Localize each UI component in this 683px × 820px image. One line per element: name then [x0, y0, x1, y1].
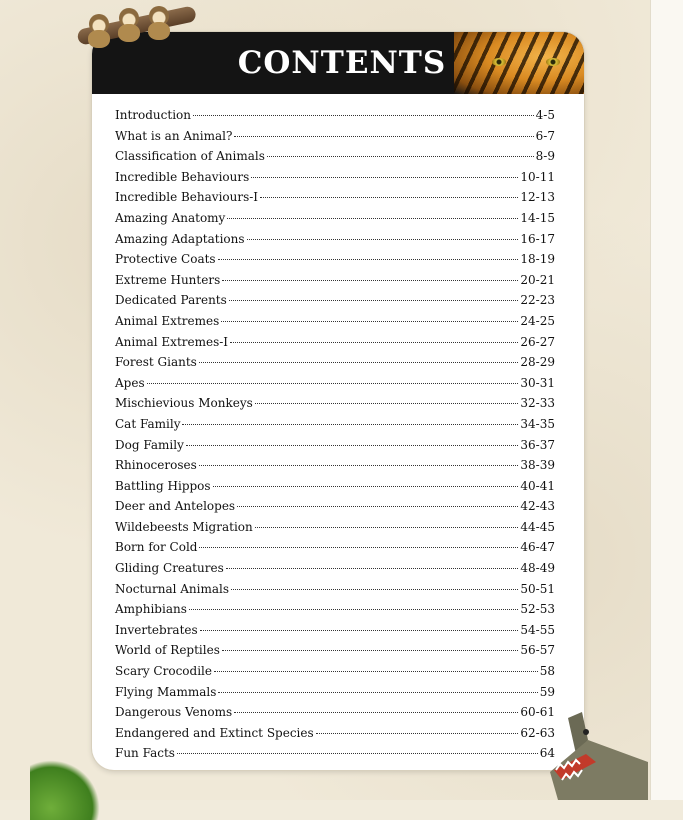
toc-entry-pages: 48-49 — [520, 561, 555, 576]
toc-entry — [115, 314, 555, 335]
dot-leader — [199, 465, 519, 466]
dot-leader — [214, 671, 538, 672]
page-title: CONTENTS — [237, 45, 447, 81]
toc-entry-pages: 58 — [539, 664, 555, 679]
tiger-eye — [492, 58, 506, 66]
dot-leader — [234, 712, 518, 713]
toc-entry-title: Animal Extremes-I — [115, 334, 229, 349]
toc-entry-pages: 4-5 — [535, 108, 555, 122]
toc-entry — [115, 108, 555, 129]
toc-entry-title: Invertebrates — [115, 622, 198, 637]
dot-leader — [213, 486, 519, 487]
toc-entry-pages: 46-47 — [520, 540, 555, 555]
toc-entry-pages: 50-51 — [520, 581, 555, 596]
toc-entry-pages: 8-9 — [535, 149, 555, 164]
toc-entry-pages: 32-33 — [520, 396, 555, 411]
toc-entry — [115, 438, 555, 459]
toc-entry-pages: 10-11 — [520, 169, 555, 184]
toc-entry-title: Mischievious Monkeys — [115, 396, 253, 411]
toc-entry — [115, 232, 555, 253]
toc-entry-title: Introduction — [115, 108, 191, 122]
dot-leader — [200, 630, 519, 631]
dot-leader — [316, 733, 519, 734]
toc-entry-pages: 34-35 — [520, 416, 555, 431]
toc-entry-pages: 56-57 — [520, 643, 555, 658]
toc-entry-title: Cat Family — [115, 416, 181, 431]
toc-entry-title: Forest Giants — [115, 355, 197, 370]
toc-entry — [115, 252, 555, 273]
toc-entry — [115, 685, 555, 706]
page-edge — [650, 0, 683, 800]
dot-leader — [199, 362, 519, 363]
dot-leader — [222, 650, 519, 651]
dot-leader — [229, 300, 519, 301]
monkey-image — [116, 8, 142, 42]
dot-leader — [231, 589, 518, 590]
toc-entry — [115, 602, 555, 623]
dot-leader — [222, 280, 518, 281]
toc-entry — [115, 396, 555, 417]
toc-entry-title: Extreme Hunters — [115, 272, 221, 287]
toc-entry-pages: 42-43 — [520, 499, 555, 514]
dot-leader — [189, 609, 519, 610]
toc-entry — [115, 643, 555, 664]
toc-entry — [115, 129, 555, 150]
toc-entry — [115, 582, 555, 603]
leaf-image — [30, 760, 100, 820]
dot-leader — [255, 527, 519, 528]
toc-entry-title: Apes — [115, 375, 145, 390]
toc-entry-title: Protective Coats — [115, 252, 216, 267]
toc-entry — [115, 355, 555, 376]
toc-entry — [115, 458, 555, 479]
toc-entry-title: Nocturnal Animals — [115, 581, 230, 596]
toc-entry-title: Born for Cold — [115, 540, 198, 555]
toc-entry-pages: 24-25 — [520, 313, 555, 328]
toc-entry-title: Wildebeests Migration — [115, 519, 253, 534]
toc-entry-title: Incredible Behaviours-I — [115, 190, 259, 205]
toc-entry-pages: 36-37 — [520, 437, 555, 452]
dot-leader — [147, 383, 519, 384]
toc-entry-pages: 12-13 — [520, 190, 555, 205]
toc-entry-title: Endangered and Extinct Species — [115, 725, 314, 740]
monkey-image — [86, 14, 112, 48]
toc-entry — [115, 479, 555, 500]
dot-leader — [247, 239, 519, 240]
toc-entry-title: Incredible Behaviours — [115, 169, 250, 184]
toc-entry-title: Classification of Animals — [115, 149, 265, 164]
dot-leader — [177, 753, 538, 754]
toc-entry-pages: 16-17 — [520, 231, 555, 246]
toc-entry-pages: 44-45 — [520, 519, 555, 534]
toc-entry-pages: 26-27 — [520, 334, 555, 349]
toc-entry — [115, 746, 555, 767]
toc-entry — [115, 623, 555, 644]
toc-entry-pages: 59 — [539, 684, 555, 699]
tiger-image — [454, 32, 584, 94]
dot-leader — [186, 445, 519, 446]
toc-entry-title: What is an Animal? — [115, 128, 233, 143]
tiger-eye — [546, 58, 560, 66]
toc-entry — [115, 335, 555, 356]
toc-entry-pages: 60-61 — [520, 705, 555, 720]
toc-entry-pages: 30-31 — [520, 375, 555, 390]
dot-leader — [226, 568, 519, 569]
toc-entry — [115, 293, 555, 314]
toc-entry-pages: 54-55 — [520, 622, 555, 637]
toc-entry-title: Deer and Antelopes — [115, 499, 236, 514]
toc-entry-pages: 62-63 — [520, 725, 555, 740]
toc-entry-pages: 28-29 — [520, 355, 555, 370]
toc-entry-pages: 14-15 — [520, 210, 555, 225]
toc-entry-pages: 22-23 — [520, 293, 555, 308]
toc-entry — [115, 499, 555, 520]
toc-entry — [115, 273, 555, 294]
toc-entry-pages: 52-53 — [520, 602, 555, 617]
toc-entry-title: Scary Crocodile — [115, 664, 212, 679]
toc-entry — [115, 190, 555, 211]
toc-entry — [115, 417, 555, 438]
toc-entry — [115, 149, 555, 170]
toc-entry — [115, 211, 555, 232]
dot-leader — [182, 424, 518, 425]
dot-leader — [193, 115, 534, 116]
dot-leader — [260, 197, 518, 198]
crocodile-image — [548, 710, 653, 800]
toc-entry-title: Battling Hippos — [115, 478, 211, 493]
toc-entry-title: World of Reptiles — [115, 643, 220, 658]
dot-leader — [255, 403, 519, 404]
dot-leader — [251, 177, 518, 178]
toc-entry — [115, 726, 555, 747]
toc-entry-pages: 64 — [539, 746, 555, 761]
dot-leader — [218, 692, 537, 693]
dot-leader — [237, 506, 518, 507]
toc-entry-title: Dog Family — [115, 437, 184, 452]
toc-entry-pages: 18-19 — [520, 252, 555, 267]
dot-leader — [267, 156, 534, 157]
dot-leader — [199, 547, 518, 548]
toc-entry-pages: 40-41 — [520, 478, 555, 493]
toc-entry-title: Fun Facts — [115, 746, 175, 761]
toc-entry — [115, 561, 555, 582]
toc-entry-title: Dedicated Parents — [115, 293, 227, 308]
toc-entry-pages: 38-39 — [520, 458, 555, 473]
toc-entry-title: Rhinoceroses — [115, 458, 197, 473]
toc-entry-title: Amphibians — [115, 602, 187, 617]
toc-entry — [115, 520, 555, 541]
toc-entry-pages: 20-21 — [520, 272, 555, 287]
dot-leader — [230, 342, 518, 343]
toc-entry — [115, 376, 555, 397]
dot-leader — [234, 136, 533, 137]
toc-entry-title: Flying Mammals — [115, 684, 217, 699]
dot-leader — [221, 321, 518, 322]
contents-banner — [92, 32, 584, 94]
toc-entry — [115, 540, 555, 561]
toc-entry-pages: 6-7 — [535, 128, 555, 143]
toc-entry — [115, 664, 555, 685]
table-of-contents — [115, 108, 555, 767]
dot-leader — [218, 259, 519, 260]
dot-leader — [227, 218, 518, 219]
toc-entry-title: Gliding Creatures — [115, 561, 224, 576]
toc-entry-title: Animal Extremes — [115, 313, 220, 328]
toc-entry-title: Amazing Adaptations — [115, 231, 245, 246]
toc-entry-title: Amazing Anatomy — [115, 210, 226, 225]
toc-entry — [115, 170, 555, 191]
monkey-image — [146, 6, 172, 40]
toc-entry — [115, 705, 555, 726]
toc-entry-title: Dangerous Venoms — [115, 705, 233, 720]
